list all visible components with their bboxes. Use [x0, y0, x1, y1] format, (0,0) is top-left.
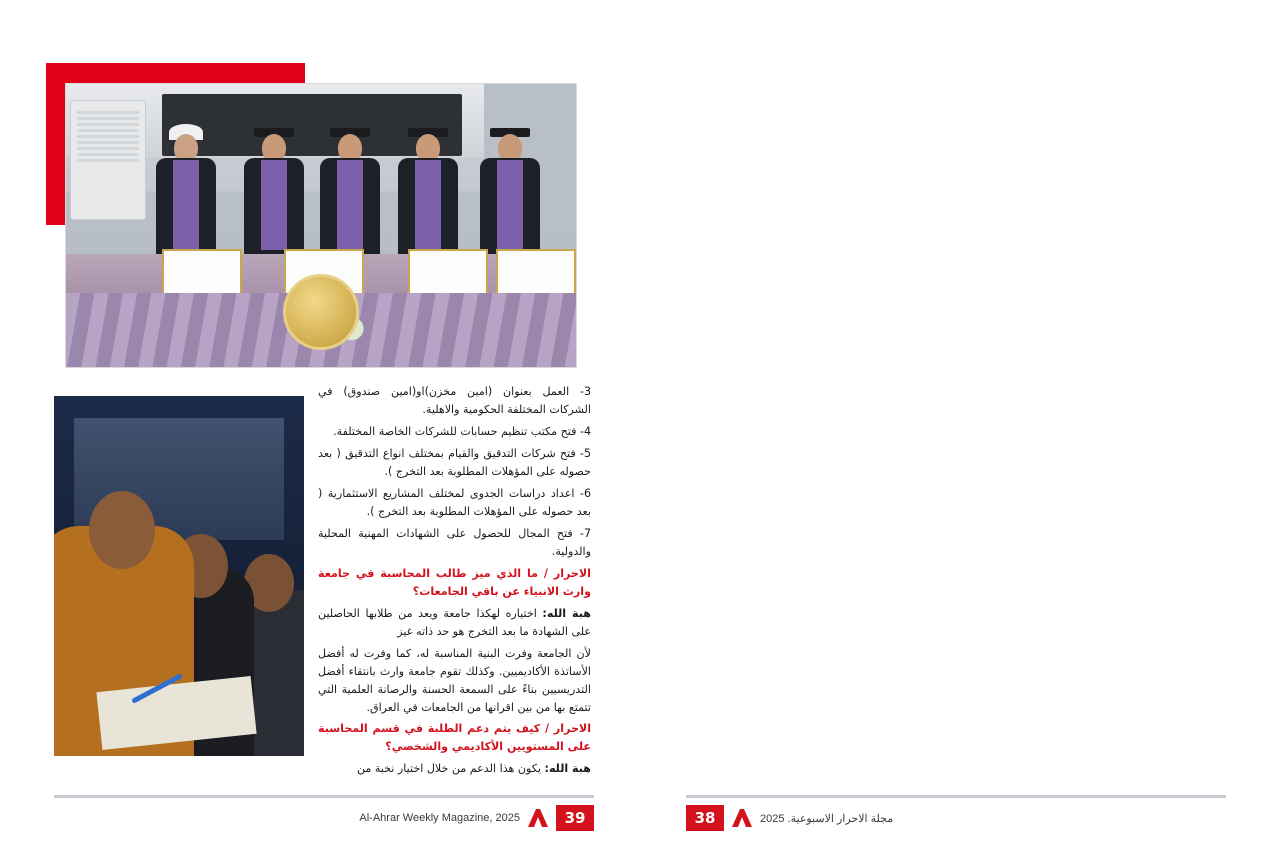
paragraph: 5- فتح شركات التدقيق والقيام بمختلف انواع التدقيق ( بعد حصوله على المؤهلات المطلوبة بعد التخرج ).: [318, 446, 591, 478]
footer-text-left: Al-Ahrar Weekly Magazine, 2025: [359, 812, 520, 824]
magazine-logo-icon: [528, 809, 548, 827]
footer-left: [54, 803, 594, 833]
page-number-right: 38: [686, 805, 724, 831]
interview-answer: هبة الله: يكون هذا الدعم من خلال اختيار نخبة من: [356, 762, 591, 776]
footer-right: [686, 803, 1226, 833]
interview-question: الاحرار / ما الذي ميز طالب المحاسبة في جامعة وارث الانبياء عن باقي الجامعات؟: [318, 566, 591, 598]
interview-question: الاحرار / كيف يتم دعم الطلبة في قسم المحاسبة على المستويين الأكاديمي والشخصي؟: [318, 722, 591, 754]
paragraph: 3- العمل بعنوان (امين مخزن)او(امين صندوق) في الشركات المختلفة الحكومية والاهلية.: [318, 385, 591, 416]
magazine-logo-icon: [732, 809, 752, 827]
paragraph: 7- فتح المجال للحصول على الشهادات المهنية المحلية والدولية.: [318, 526, 591, 558]
paragraph: لأن الجامعة وفرت البنية المناسبة له، كما وفرت له أفضل الأساتذة الأكاديميين. وكذلك تقوم جامعة وارث بانتقاء أفضل التدريسيين بناءً على السمعة الحسنة والرصانة العلمية التي تتمتع بها من بين اقرانها من الجامعات في العراق.: [318, 646, 591, 714]
footer-rule: [686, 795, 1226, 798]
interview-answer: هبة الله: اختياره لهكذا جامعة ويعد من طلابها الحاصلين على الشهادة ما بعد التخرج هو حد ذاته غيز: [318, 606, 591, 638]
paragraph: 4- فتح مكتب تنظيم حسابات للشركات الخاصة المختلفة.: [333, 424, 591, 438]
footer-text-right: مجلة الاحرار الاسبوعية. 2025: [760, 812, 894, 825]
footer-rule: [54, 795, 594, 798]
paragraph: 6- اعداد دراسات الجدوى لمختلف المشاريع الاستثمارية ( بعد حصوله على المؤهلات المطلوبة بعد التخرج ).: [318, 486, 591, 518]
left-page-text-column: [318, 383, 591, 782]
graduation-ceremony-photo: [65, 83, 577, 368]
page-right-38: [640, 0, 1280, 863]
students-studying-photo: [54, 396, 304, 756]
page-number-left: 39: [556, 805, 594, 831]
